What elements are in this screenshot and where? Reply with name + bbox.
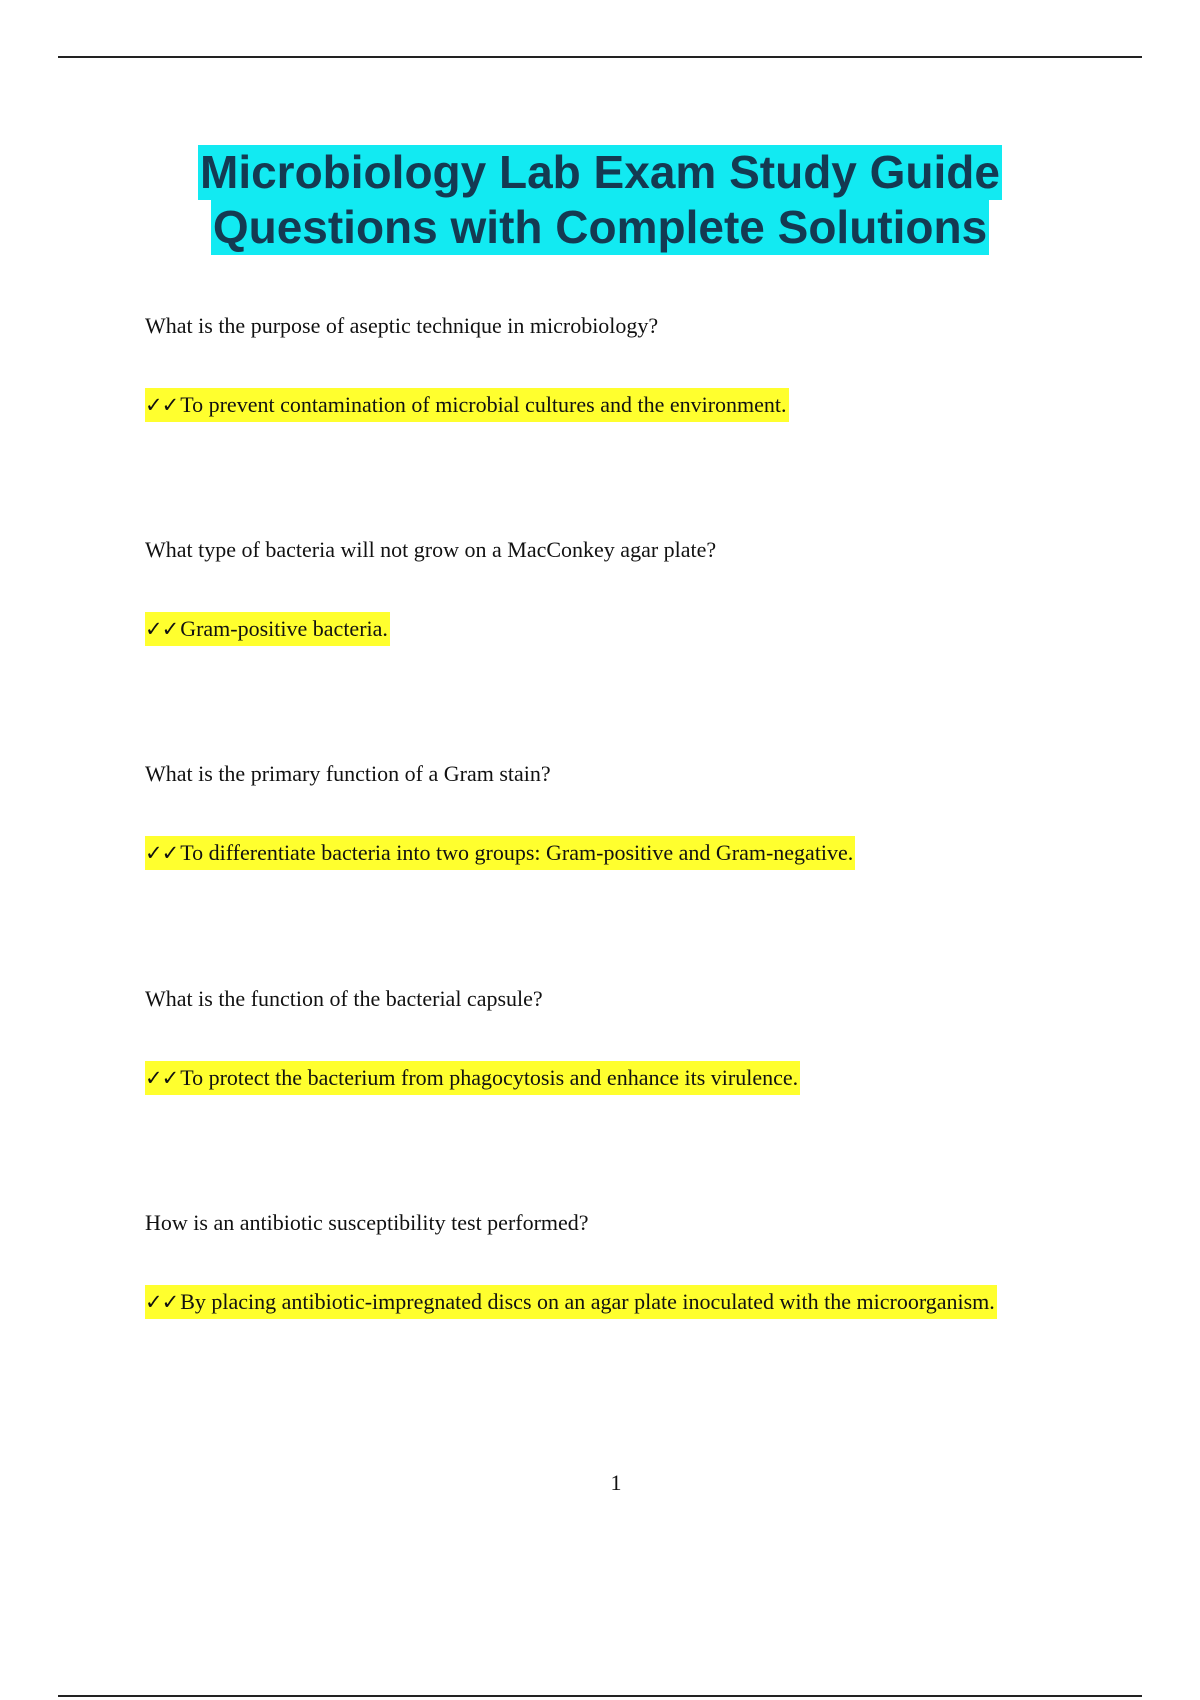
qa-item-2 — [145, 536, 1145, 641]
answer-2 — [145, 612, 390, 646]
title-line-2: Questions with Complete Solutions — [212, 201, 988, 253]
answer-2-text: Gram-positive bacteria. — [180, 616, 388, 641]
question-3: What is the primary function of a Gram stain? — [145, 761, 551, 786]
document-title — [0, 145, 1200, 255]
qa-item-3 — [145, 760, 1145, 865]
double-check-icon: ✓✓ — [145, 393, 179, 417]
question-2: What type of bacteria will not grow on a MacConkey agar plate? — [145, 537, 717, 562]
answer-3-text: To differentiate bacteria into two groups: Gram-positive and Gram-negative. — [180, 840, 854, 865]
answer-1 — [145, 388, 789, 422]
answer-5-text: By placing antibiotic-impregnated discs on an agar plate inoculated with the microorganism. — [180, 1289, 995, 1314]
double-check-icon: ✓✓ — [145, 1290, 179, 1314]
question-1: What is the purpose of aseptic technique in microbiology? — [145, 313, 659, 338]
qa-item-5 — [145, 1209, 1145, 1314]
double-check-icon: ✓✓ — [145, 1066, 179, 1090]
title-line-1: Microbiology Lab Exam Study Guide — [200, 146, 1000, 198]
bottom-rule — [58, 1695, 1142, 1697]
question-4: What is the function of the bacterial capsule? — [145, 986, 543, 1011]
answer-1-text: To prevent contamination of microbial cultures and the environment. — [180, 392, 787, 417]
qa-item-4 — [145, 985, 1145, 1090]
answer-4-text: To protect the bacterium from phagocytosis and enhance its virulence. — [180, 1065, 799, 1090]
answer-5 — [145, 1285, 997, 1319]
top-rule — [58, 56, 1142, 58]
answer-3 — [145, 836, 855, 870]
page-number: 1 — [610, 1470, 622, 1495]
double-check-icon: ✓✓ — [145, 841, 179, 865]
double-check-icon: ✓✓ — [145, 617, 179, 641]
qa-item-1 — [145, 312, 1145, 417]
answer-4 — [145, 1061, 800, 1095]
question-5: How is an antibiotic susceptibility test performed? — [145, 1210, 589, 1235]
